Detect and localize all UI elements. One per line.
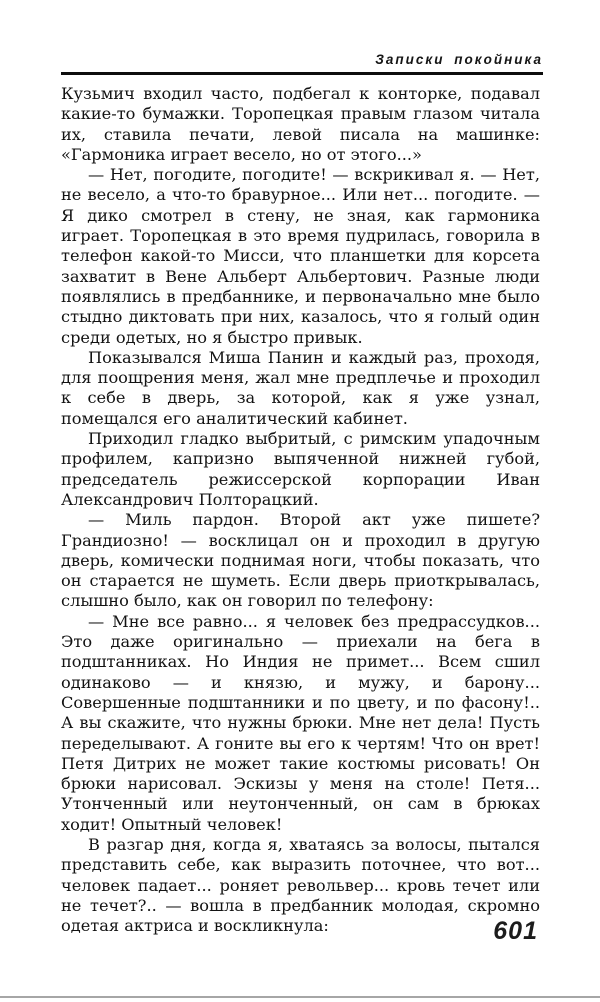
page-body bbox=[61, 84, 540, 936]
running-title: Записки покойника bbox=[375, 52, 543, 67]
paragraph: — Миль пардон. Второй акт уже пишете? Грандиозно! — восклицал он и проходил в другую дверь, комически поднимая ноги, чтобы показать, что он старается не шуметь. Если дверь приоткрывалась, слышно было, как он говорил по телефону: bbox=[61, 510, 540, 611]
paragraph: Приходил гладко выбритый, с римским упадочным профилем, капризно выпяченной нижней губой, председатель режиссерской корпорации Иван Александрович Полторацкий. bbox=[61, 429, 540, 509]
paragraph: В разгар дня, когда я, хватаясь за волосы, пытался представить себе, как выразить поточнее, что вот... человек падает... роняет револьвер... кровь течет или не течет?.. — вошла в предбанник молодая, скромно одетая актриса и воскликнула: bbox=[61, 834, 540, 936]
page-number: 601 bbox=[493, 917, 538, 945]
paragraph: — Нет, погодите, погодите! — вскрикивал я. — Нет, не весело, а что-то бравурное... Или нет... погодите. — Я дико смотрел в стену, не зная, как гармоника играет. Торопецкая в это время пудрилась, говорила в телефон какой-то Мисси, что планшетки для корсета захватит в Вене Альберт Альбертович. Разные люди появлялись в предбаннике, и первоначально мне было стыдно диктовать при них, казалось, что я голый один среди одетых, но я быстро привык. bbox=[61, 165, 540, 347]
running-header bbox=[60, 52, 543, 67]
paragraph: Показывался Миша Панин и каждый раз, проходя, для поощрения меня, жал мне предплечье и проходил к себе в дверь, за которой, как я уже узнал, помещался его аналитический кабинет. bbox=[61, 347, 540, 428]
paragraph: — Мне все равно... я человек без предрассудков... Это даже оригинально — приехали на бега в подштанниках. Но Индия не примет... Всем сшил одинаково — и князю, и мужу, и барону... Совершенные подштанники и по цвету, и по фасону!.. А вы скажите, что нужны брюки. Мне нет дела! Пусть переделывают. А гоните вы его к чертям! Что он врет! Петя Дитрих не может такие костюмы рисовать! Он брюки нарисовал. Эскизы у меня на столе! Петя... Утонченный или неутонченный, он сам в брюках ходит! Опытный человек! bbox=[61, 611, 540, 834]
header-rule bbox=[61, 72, 543, 75]
scan-edge-line bbox=[0, 996, 600, 998]
paragraph: Кузьмич входил часто, подбегал к конторке, подавал какие-то бумажки. Торопецкая правым глазом читала их, ставила печати, левой писала на машинке: «Гармоника играет весело, но от этого...» bbox=[61, 84, 540, 164]
